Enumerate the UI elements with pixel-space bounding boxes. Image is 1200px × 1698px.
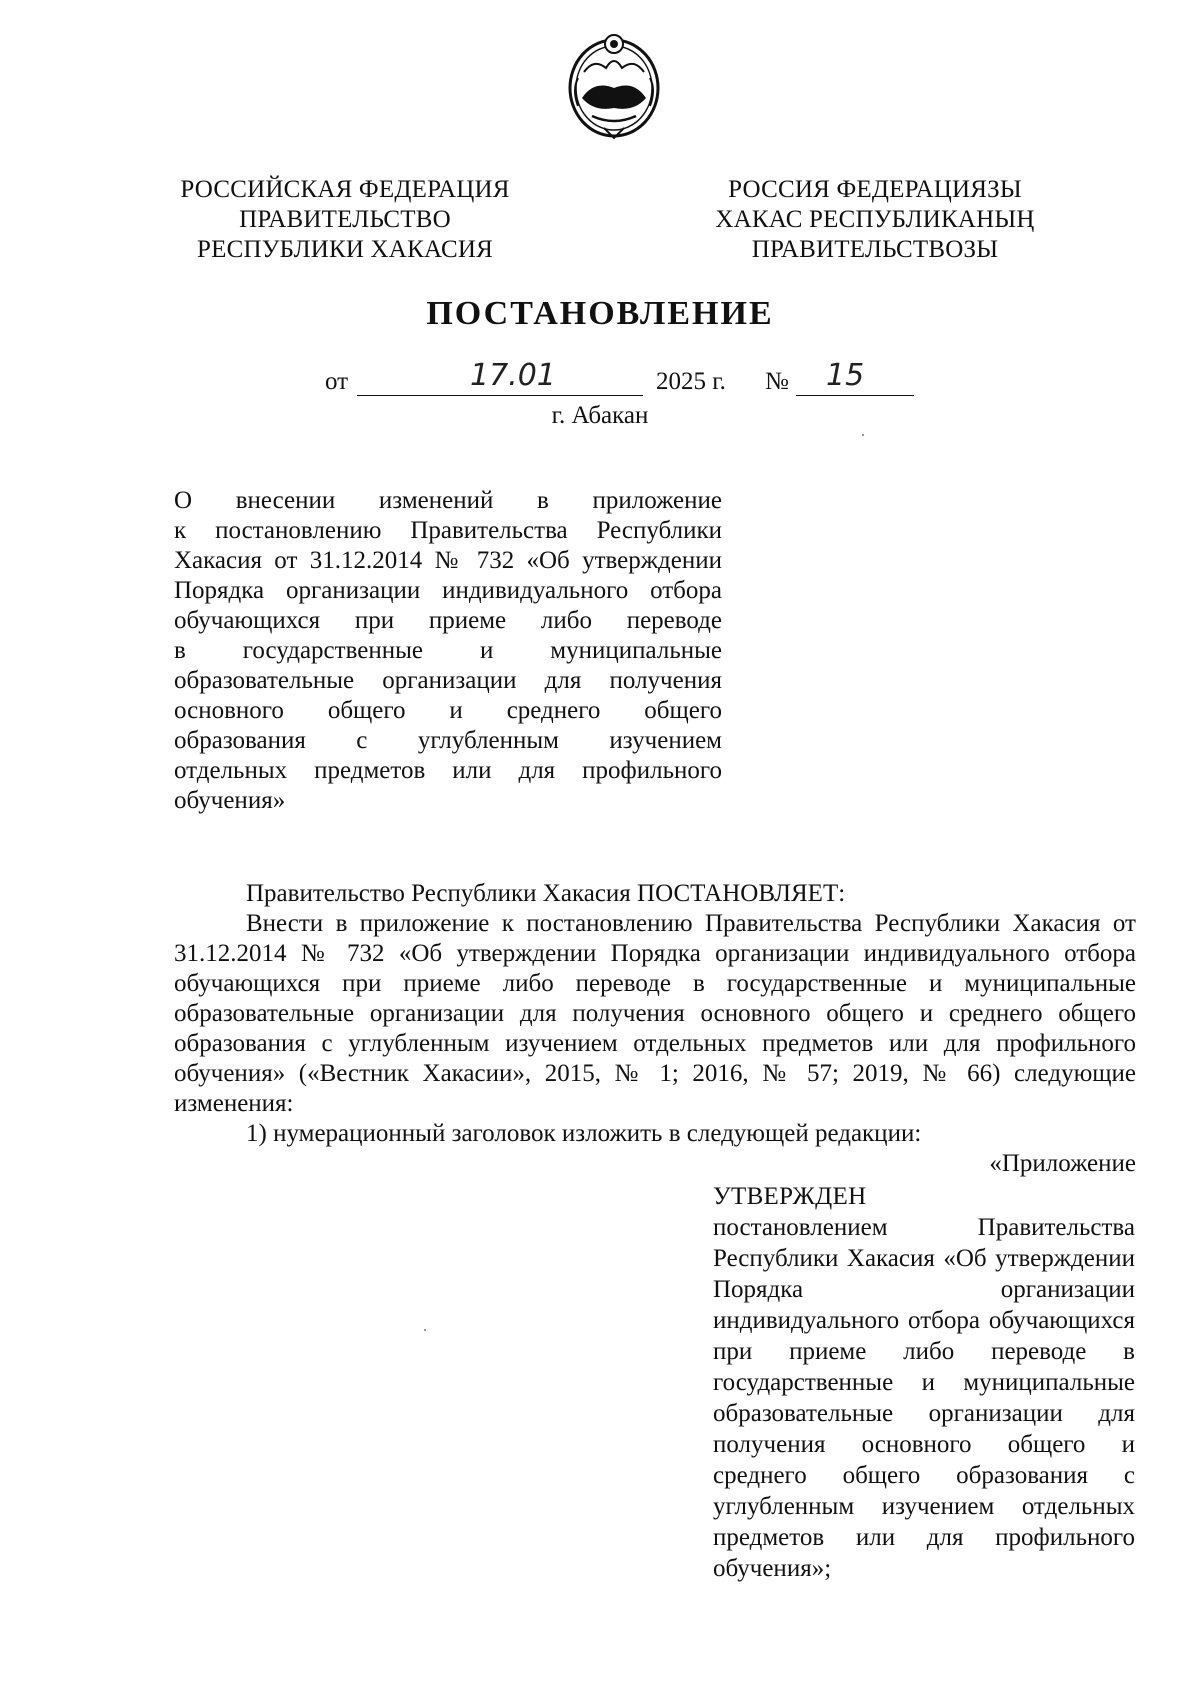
resolution-preamble: Правительство Республики Хакасия ПОСТАНОВЛЯЕТ: [246,880,846,907]
scan-speck [424,1329,426,1331]
header-right-line-1: РОССИЯ ФЕДЕРАЦИЯЗЫ [728,176,1022,203]
subject-line: отдельных предметов или для профильного [174,757,722,784]
subject-line: в государственные и муниципальные [174,637,722,664]
date-prefix: от [325,368,349,395]
number-sign: № [765,368,789,395]
date-number-line [0,358,1200,402]
approval-text: постановлением Правительства Республики Хакасия «Об утверждении Порядка организации индивидуального отбора обучающихся при приеме либо переводе в государственные и муниципальные образовательные организации для получения основного общего и среднего общего образования с углубленным изучением отдельных предметов или для профильного обучения»; [713,1214,1135,1582]
resolution-main-text: Внести в приложение к постановлению Правительства Республики Хакасия от 31.12.2014 № 732 «Об утверждении Порядка организации индивидуального отбора обучающихся при приеме либо переводе в государственные и муниципальные образовательные организации для получения основного общего и среднего общего образования с углубленным изучением отдельных предметов или для профильного обучения» («Вестник Хакасии», 2015, № 1; 2016, № 57; 2019, № 66) следующие изменения: [174,910,1136,1117]
header-left-block [150,175,540,265]
subject-line: Хакасия от 31.12.2014 № 732 «Об утверждении [174,547,722,574]
scan-speck [862,434,864,436]
handwritten-date: 17.01 [470,358,556,393]
subject-block [174,486,722,816]
body-paragraph-3 [174,1119,1136,1149]
subject-line: основного общего и среднего общего [174,697,722,724]
coat-of-arms-emblem [564,28,664,142]
subject-line: О внесении изменений в приложение [174,487,722,514]
amendment-item-1: 1) нумерационный заголовок изложить в следующей редакции: [246,1120,922,1147]
subject-line: обучающихся при приеме либо переводе [174,607,722,634]
body-paragraph-2 [174,909,1136,1119]
date-underline [357,395,643,396]
subject-line: обучения» [174,787,286,814]
header-left-line-2: ПРАВИТЕЛЬСТВО [239,206,451,233]
approval-block [713,1181,1135,1584]
subject-line: к постановлению Правительства Республики [174,517,722,544]
city-line: г. Абакан [551,402,649,429]
header-right-line-3: ПРАВИТЕЛЬСТВОЗЫ [751,236,999,263]
document-title: ПОСТАНОВЛЕНИЕ [426,295,774,332]
header-right-block [700,175,1050,265]
year-label: 2025 г. [656,368,726,395]
appendix-label: «Приложение [989,1150,1136,1177]
subject-line: Порядка организации индивидуального отбора [174,577,722,604]
subject-line: образования с углубленным изучением [174,727,722,754]
header-left-line-3: РЕСПУБЛИКИ ХАКАСИЯ [197,236,493,263]
header-right-line-2: ХАКАС РЕСПУБЛИКАНЫҢ [715,206,1035,233]
subject-line: образовательные организации для получения [174,667,722,694]
body-paragraph-1 [174,879,1136,909]
number-underline [796,395,914,396]
header-left-line-1: РОССИЙСКАЯ ФЕДЕРАЦИЯ [180,176,510,203]
approval-heading: УТВЕРЖДЕН [713,1183,867,1210]
handwritten-number: 15 [826,358,865,393]
